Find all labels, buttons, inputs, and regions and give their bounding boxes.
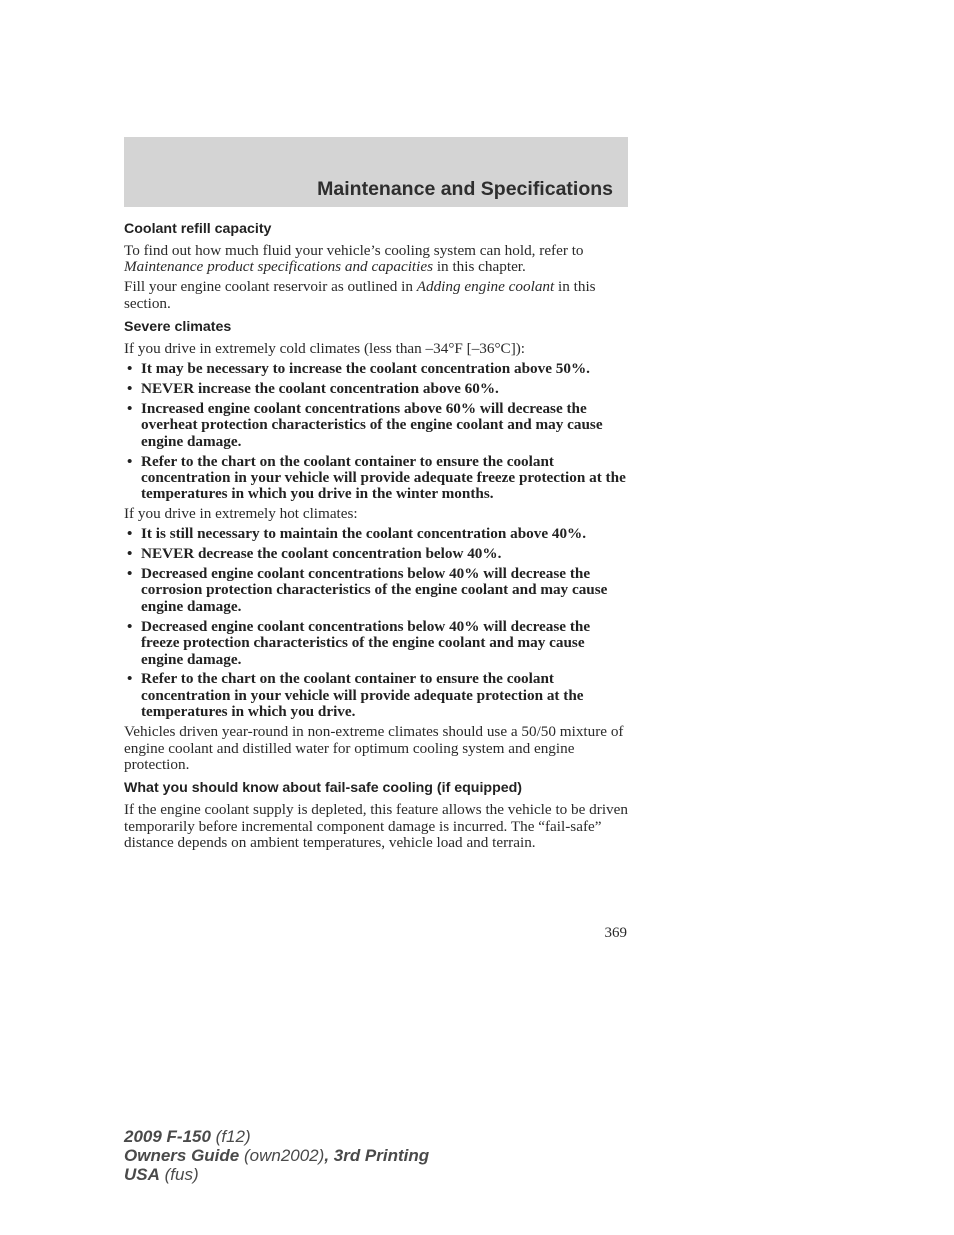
print-footer — [124, 1127, 429, 1184]
page-content — [124, 220, 630, 855]
paragraph: If the engine coolant supply is depleted, this feature allows the vehicle to be driven temporarily before incremental component damage is incurred. The “fail-safe” distance depends on ambient temperatures, vehicle load and terrain. — [124, 801, 628, 852]
header-band — [124, 137, 628, 207]
footer-model: 2009 F-150 — [124, 1127, 211, 1146]
page-number: 369 — [604, 925, 627, 941]
paragraph: If you drive in extremely cold climates (less than –34°F [–36°C]): — [124, 340, 526, 358]
footer-line — [124, 1146, 429, 1165]
text: in this chapter. — [433, 258, 526, 276]
section-heading-coolant-refill: Coolant refill capacity — [124, 221, 272, 237]
footer-code: (fus) — [159, 1165, 199, 1184]
list-item: • Refer to the chart on the coolant container to ensure the coolant concentration in your vehicle will provide adequate protection at the temperatures in which you drive. — [124, 671, 630, 720]
paragraph: If you drive in extremely hot climates: — [124, 505, 358, 523]
text: Fill your engine coolant reservoir as outlined in — [124, 278, 417, 296]
section-heading-severe-climates: Severe climates — [124, 319, 232, 336]
footer-code: (own2002) — [239, 1146, 325, 1165]
text: To find out how much fluid your vehicle’s cooling system can hold, refer to — [124, 242, 584, 259]
footer-line — [124, 1165, 429, 1184]
cross-reference: Maintenance product specifications and capacities — [124, 258, 434, 276]
list-item: • It may be necessary to increase the coolant concentration above 50%. — [124, 361, 630, 377]
list-item: • Decreased engine coolant concentrations below 40% will decrease the corrosion protection characteristics of the engine coolant and may cause engine damage. — [124, 566, 630, 615]
list-item: • It is still necessary to maintain the coolant concentration above 40%. — [124, 526, 630, 542]
paragraph — [124, 279, 630, 312]
footer-line — [124, 1127, 429, 1146]
footer-market: USA — [124, 1165, 160, 1184]
footer-guide: Owners Guide — [124, 1146, 240, 1165]
footer-code: (f12) — [210, 1127, 251, 1146]
list-item: • NEVER increase the coolant concentration above 60%. — [124, 381, 630, 397]
list-item: • Refer to the chart on the coolant container to ensure the coolant concentration in your vehicle will provide adequate freeze protection at the temperatures in which you drive in the winter months. — [124, 454, 630, 503]
section-heading-failsafe: What you should know about fail-safe cooling (if equipped) — [124, 780, 523, 797]
list-item: • Decreased engine coolant concentrations below 40% will decrease the freeze protection characteristics of the engine coolant and may cause engine damage. — [124, 619, 630, 668]
cross-reference: Adding engine coolant — [416, 278, 555, 296]
hot-climate-list — [124, 526, 630, 720]
list-item: • Increased engine coolant concentrations above 60% will decrease the overheat protection characteristics of the engine coolant and may cause engine damage. — [124, 401, 630, 450]
cold-climate-list — [124, 361, 630, 503]
paragraph — [124, 243, 630, 276]
page-title: Maintenance and Specifications — [317, 178, 613, 200]
list-item: • NEVER decrease the coolant concentration below 40%. — [124, 546, 630, 562]
paragraph: Vehicles driven year-round in non-extreme climates should use a 50/50 mixture of engine coolant and distilled water for optimum cooling system and engine protection. — [124, 723, 624, 773]
footer-printing: , 3rd Printing — [324, 1146, 430, 1165]
text: in this section. — [124, 278, 596, 312]
